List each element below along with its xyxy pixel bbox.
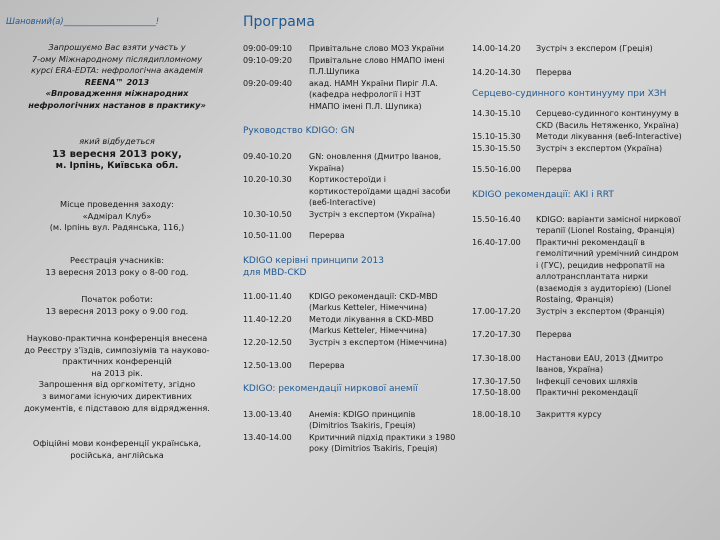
schedule-row: 09.40-10.20 GN: оновлення (Дмитро Іванов, — [243, 152, 442, 161]
schedule-row: (кафедра нефрології і НЗТ — [309, 90, 421, 99]
break-row: 12.50-13.00 Перерва — [243, 361, 345, 370]
schedule-row: 15.30-15.50 Зустріч з експертом (Україна) — [472, 143, 663, 153]
languages-note: Офіційні мови конференції українська, російська, англійська — [32, 438, 202, 460]
schedule-row: 13.40-14.00 Критичний підхід практики з 1980 — [243, 432, 456, 442]
cardio-rows — [472, 108, 716, 154]
schedule-row: 17.30-17.50 Інфекції сечових шляхів — [472, 376, 638, 386]
venue-block: Місце проведення заходу: «Адмірал Клуб» (м. Ірпінь вул. Радянська, 116,) — [49, 199, 185, 233]
section-heading-cardio: Серцево-судинного континууму при ХЗН — [472, 89, 667, 99]
schedule-row: аллотрансплантата нирки — [536, 272, 648, 281]
anemia-rows — [243, 409, 468, 455]
schedule-row: (взаємодія з аудиторією) (Lionel — [536, 283, 672, 293]
schedule-row: 15.50-16.40 KDIGO: варіанти замісної ниркової — [472, 214, 681, 224]
schedule-row: (Markus Ketteler, Німеччина) — [309, 326, 427, 335]
break-row: 15.50-16.00 Перерва — [472, 165, 572, 174]
schedule-row: CKD (Василь Нетяженко, Україна) — [536, 120, 679, 130]
break-row: 10.50-11.00 Перерва — [243, 231, 345, 240]
greeting: Шановний(а)______________________! — [6, 16, 160, 26]
schedule-row: 09:00-09:10 Привітальне слово МОЗ України — [243, 44, 445, 53]
program-column-1 — [243, 43, 468, 455]
schedule-row: 10.20-10.30 Кортикостероїди і — [243, 175, 386, 184]
schedule-row: 17.50-18.00 Практичні рекомендації — [472, 388, 638, 397]
section-heading-kdigo-gn: Руководство KDIGO: GN — [243, 126, 355, 136]
schedule-row: 14.30-15.10 Серцево-судинного континууму в — [472, 109, 679, 118]
schedule-row: П.Л.Шупика — [309, 67, 360, 76]
schedule-row: Rostaing, Франція) — [536, 295, 614, 304]
conference-note: Науково-практична конференція внесена до Реєстру з’їздів, симпозіумів та науково- практичних конференцій на 2013 рік. Запрошення від оргкомітету, згідно з вимогами існуючих директивних документів, є підставою для відрядження. — [24, 333, 210, 413]
schedule-row: (Dimitrios Tsakiris, Греція) — [309, 421, 416, 430]
schedule-row: 17.00-17.20 Зустріч з експертом (Франція) — [472, 306, 665, 316]
schedule-row: 12.20-12.50 Зустріч з експертом (Німеччина) — [243, 337, 448, 347]
invitation-text: Запрошуємо Вас взяти участь у 7-ому Міжнародному післядипломному курсі ERA-EDTA: нефрологічна академія REENA™ 2013 «Впровадження міжнародних нефрологічних настанов в практику» — [28, 42, 206, 110]
schedule-row: 09:10-09:20 Привітальне слово НМАПО імені — [243, 55, 445, 65]
schedule-row: (Markus Ketteler, Німеччина) — [309, 303, 427, 312]
schedule-row: 16.40-17.00 Практичні рекомендації в — [472, 237, 645, 247]
schedule-row: 09:20-09:40 акад. НАМН України Пиріг Л.А. — [243, 78, 438, 88]
event-date-block: який відбудеться 13 вересня 2013 року, м. Ірпінь, Київська обл. — [52, 136, 182, 171]
section-heading-mbd-ckd: KDIGO керівні принципи 2013 для MBD-CKD — [243, 255, 384, 278]
section-heading-anemia: KDIGO: рекомендації ниркової анемії — [243, 383, 418, 394]
schedule-row: 13.00-13.40 Анемія: KDIGO принципів — [243, 409, 416, 419]
break-row: 17.20-17.30 Перерва — [472, 330, 572, 339]
opening-rows — [243, 43, 468, 112]
gn-rows — [243, 151, 468, 220]
schedule-row: Іванов, Україна) — [536, 365, 604, 374]
program-column-2 — [472, 43, 716, 420]
registration-block: Реєстрація учасників: 13 вересня 2013 року о 8-00 год. — [45, 255, 189, 277]
schedule-row: року (Dimitrios Tsakiris, Греція) — [309, 444, 438, 453]
schedule-row: НМАПО імені П.Л. Шупика) — [309, 101, 422, 111]
schedule-row: 11.40-12.20 Методи лікування в CKD-MBD — [243, 314, 434, 324]
schedule-row: кортикостероїдами щадні засоби — [309, 186, 451, 196]
schedule-row: і (ГУС), рецидив нефропатії на — [536, 260, 665, 270]
schedule-row: гемолітичний уремічний синдром — [536, 249, 679, 258]
break-row: 14.20-14.30 Перерва — [472, 67, 572, 77]
schedule-row: 17.30-18.00 Настанови EAU, 2013 (Дмитро — [472, 353, 664, 363]
schedule-row: Україна) — [309, 163, 345, 173]
mbd-rows — [243, 291, 468, 349]
program-title: Програма — [243, 14, 315, 30]
schedule-row: (веб-Interactive) — [309, 198, 376, 207]
closing-row: 18.00-18.10 Закриття курсу — [472, 409, 602, 419]
section-heading-aki-rrt: KDIGO рекомендації: AKI і RRT — [472, 189, 614, 200]
eau-rows — [472, 353, 716, 399]
start-block: Початок роботи: 13 вересня 2013 року о 9.00 год. — [45, 294, 189, 316]
schedule-row: терапії (Lionel Rostaing, Франція) — [536, 226, 675, 235]
schedule-row: 14.00-14.20 Зустріч з експером (Греція) — [472, 44, 653, 53]
aki-rows — [472, 214, 716, 318]
schedule-row: 11.00-11.40 KDIGO рекомендації: CKD-MBD — [243, 291, 438, 301]
schedule-row: 10.30-10.50 Зустріч з експертом (Україна) — [243, 209, 436, 219]
schedule-row: 15.10-15.30 Методи лікування (веб-Interactive) — [472, 132, 682, 141]
